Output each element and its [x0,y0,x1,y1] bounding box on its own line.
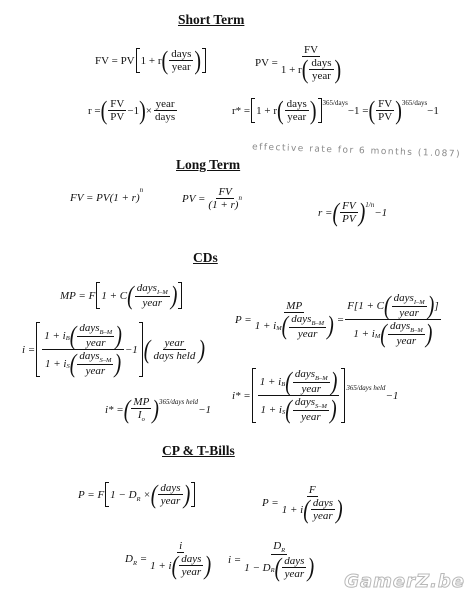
formula-mp-cd: MP = F 1 + C ( $\frac{days_{I-M}}{\text{year}}$ ) [60,282,183,309]
handwritten-note: effective rate for 6 months (1.087) [251,142,462,160]
formula-i-star-cd: i* = ( $\frac{MP}{I_o}$ ) 365/days held −1 [105,395,211,424]
formula-r-short: r = ( $\frac{FV}{PV}$ −1 ) × $\frac{\text{year}}{\text{days}}$ [88,96,176,125]
formula-i-cd: i = 1 + i B ( $\frac{days_{B-M}}{\text{year}}$ ) 1 + i S ( $\frac{days_{S-M}}{\text{year}}$ ) −1 ( $\frac{\text{year}}{\text{days held}}$ ) [22,321,205,378]
formula-i-star-cd-2: i* = 1 + i B ( $\frac{days_{B-M}}{\text{year}}$ ) 1 + i S ( $\frac{days_{S-M}}{\text{year}}$ ) 365/days held −1 [232,367,399,424]
formula-pv-short: PV = FV 1 + r ( $\frac{\text{days}}{\text{year}}$ ) [255,44,342,84]
formula-pv-long: PV = $\frac{FV}{(1 + r)^n}$ [182,186,242,211]
formula-p-tbill: P = F 1 + i ( $\frac{\text{days}}{\text{year}}$ ) [262,484,343,524]
formula-i-dr: i = $D_R$ 1 − D R ( $\frac{\text{days}}{\text{year}}$ ) [228,540,315,582]
formula-fv-long: FV = PV(1 + r) n [70,186,144,204]
heading-short-term: Short Term [178,12,245,27]
formula-p-cp: P = F $1 - D_R$ × ( $\frac{\text{days}}{\text{year}}$ ) [78,482,196,507]
formula-r-long: r = ( $\frac{FV}{PV}$ ) 1/n −1 [318,198,388,227]
heading-cds: CDs [193,250,218,265]
formula-r-star-short: r* = 1 + r ( $\frac{\text{days}}{\text{year}}$ ) 365/days −1 = ( $\frac{FV}{PV}$ ) 365/days −1 [232,96,439,125]
heading-long-term: Long Term [176,157,241,172]
heading-cp-tbills: CP & T-Bills [162,443,235,458]
formula-p-cd: P = MP 1 + i M ( $\frac{days_{B-M}}{\text{year}}$ ) = F[1 + C ( $\frac{days_{I-M}}{\text{year}}$ ) ] 1 + i M ( $\frac{days_{B-M}}{\text{year}}$ ) [235,291,439,348]
formula-fv-short: FV = PV 1 + r ( $\frac{\text{days}}{\text{year}}$ ) [95,48,207,73]
formula-dr: $D_R$ = i 1 + i ( $\frac{\text{days}}{\text{year}}$ ) [125,540,212,580]
watermark-logo: GamerZ.be [344,571,465,592]
